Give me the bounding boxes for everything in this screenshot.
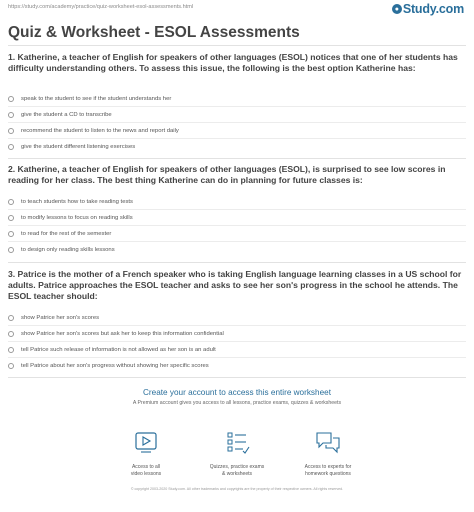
feature-caption-line1: Access to experts for <box>304 464 352 470</box>
feature-caption-line2: & worksheets <box>221 470 252 477</box>
copyright-text: © copyright 2003-2020 Study.com. All other trademarks and copyrights are the property of their respective owners. All rights reserved. <box>130 487 344 491</box>
video-play-icon <box>131 430 161 456</box>
radio-icon[interactable] <box>8 96 14 102</box>
question-3-option-1[interactable] <box>8 310 464 325</box>
option-label: give the student different listening exercises <box>21 143 136 150</box>
study-logo-icon: ● <box>392 4 402 14</box>
radio-icon[interactable] <box>8 231 14 237</box>
question-2-option-4[interactable] <box>8 242 464 257</box>
option-label: speak to the student to see if the student understands her <box>21 95 172 102</box>
option-label: to teach students how to take reading tests <box>21 198 133 205</box>
radio-icon[interactable] <box>8 215 14 221</box>
radio-icon[interactable] <box>8 199 14 205</box>
radio-icon[interactable] <box>8 331 14 337</box>
feature-video-lessons <box>101 430 191 477</box>
top-bar <box>0 0 474 18</box>
option-label: to modify lessons to focus on reading skills <box>21 214 133 221</box>
cta-subtitle: A Premium account gives you access to all lessons, practice exams, quizzes & worksheets <box>132 400 342 406</box>
question-2-text: 2. Katherine, a teacher of English for speakers of other languages (ESOL), is surprised to see low scores in reading for her class. The best thing Katherine can do in planning for future classes is: <box>8 164 446 186</box>
question-3-text: 3. Patrice is the mother of a French speaker who is taking English language learning classes in a US school for adults. Patrice approaches the ESOL teacher and asks to see her son's progress in the school he attends. The ESOL teacher should: <box>8 269 462 302</box>
feature-caption-line2: video lessons <box>130 470 162 477</box>
option-label: show Patrice her son's scores but ask her to keep this information confidential <box>21 330 224 337</box>
radio-icon[interactable] <box>8 144 14 150</box>
question-2-option-1[interactable] <box>8 194 464 209</box>
feature-caption-line1: Quizzes, practice exams <box>209 464 265 470</box>
option-label: to design only reading skills lessons <box>21 246 115 253</box>
question-2-option-3[interactable] <box>8 226 464 241</box>
question-divider <box>8 158 466 159</box>
page-url: https://study.com/academy/practice/quiz-worksheet-esol-assessments.html <box>8 4 194 10</box>
question-1-text: 1. Katherine, a teacher of English for speakers of other languages (ESOL) notices that one of her students has difficulty understanding others. To assess this issue, the following is the best option Katherine has: <box>8 52 458 74</box>
question-1-option-1[interactable] <box>8 91 464 106</box>
radio-icon[interactable] <box>8 112 14 118</box>
radio-icon[interactable] <box>8 247 14 253</box>
feature-experts <box>283 430 373 477</box>
chat-bubbles-icon <box>313 430 343 456</box>
brand-logo[interactable] <box>392 2 464 16</box>
radio-icon[interactable] <box>8 347 14 353</box>
option-label: show Patrice her son's scores <box>21 314 100 321</box>
question-3-option-2[interactable] <box>8 326 464 341</box>
page-title: Quiz & Worksheet - ESOL Assessments <box>8 24 300 41</box>
radio-icon[interactable] <box>8 315 14 321</box>
option-label: tell Patrice such release of information is not allowed as her son is an adult <box>21 346 216 353</box>
title-divider <box>8 45 466 46</box>
option-label: to read for the rest of the semester <box>21 230 112 237</box>
question-divider <box>8 262 466 263</box>
question-3-option-4[interactable] <box>8 358 464 373</box>
cta-title[interactable]: Create your account to access this entire worksheet <box>143 388 331 397</box>
question-1-option-2[interactable] <box>8 107 464 122</box>
question-2-option-2[interactable] <box>8 210 464 225</box>
question-1-option-4[interactable] <box>8 139 464 154</box>
option-label: give the student a CD to transcribe <box>21 111 112 118</box>
question-3-option-3[interactable] <box>8 342 464 357</box>
checklist-icon <box>222 430 252 456</box>
section-divider <box>8 377 466 378</box>
feature-quizzes <box>192 430 282 477</box>
radio-icon[interactable] <box>8 363 14 369</box>
radio-icon[interactable] <box>8 128 14 134</box>
option-label: tell Patrice about her son's progress without showing her specific scores <box>21 362 209 369</box>
option-label: recommend the student to listen to the news and report daily <box>21 127 179 134</box>
feature-caption-line1: Access to all <box>131 464 161 470</box>
brand-name: Study.com <box>402 2 464 16</box>
feature-caption-line2: homework questions <box>305 470 351 477</box>
question-1-option-3[interactable] <box>8 123 464 138</box>
